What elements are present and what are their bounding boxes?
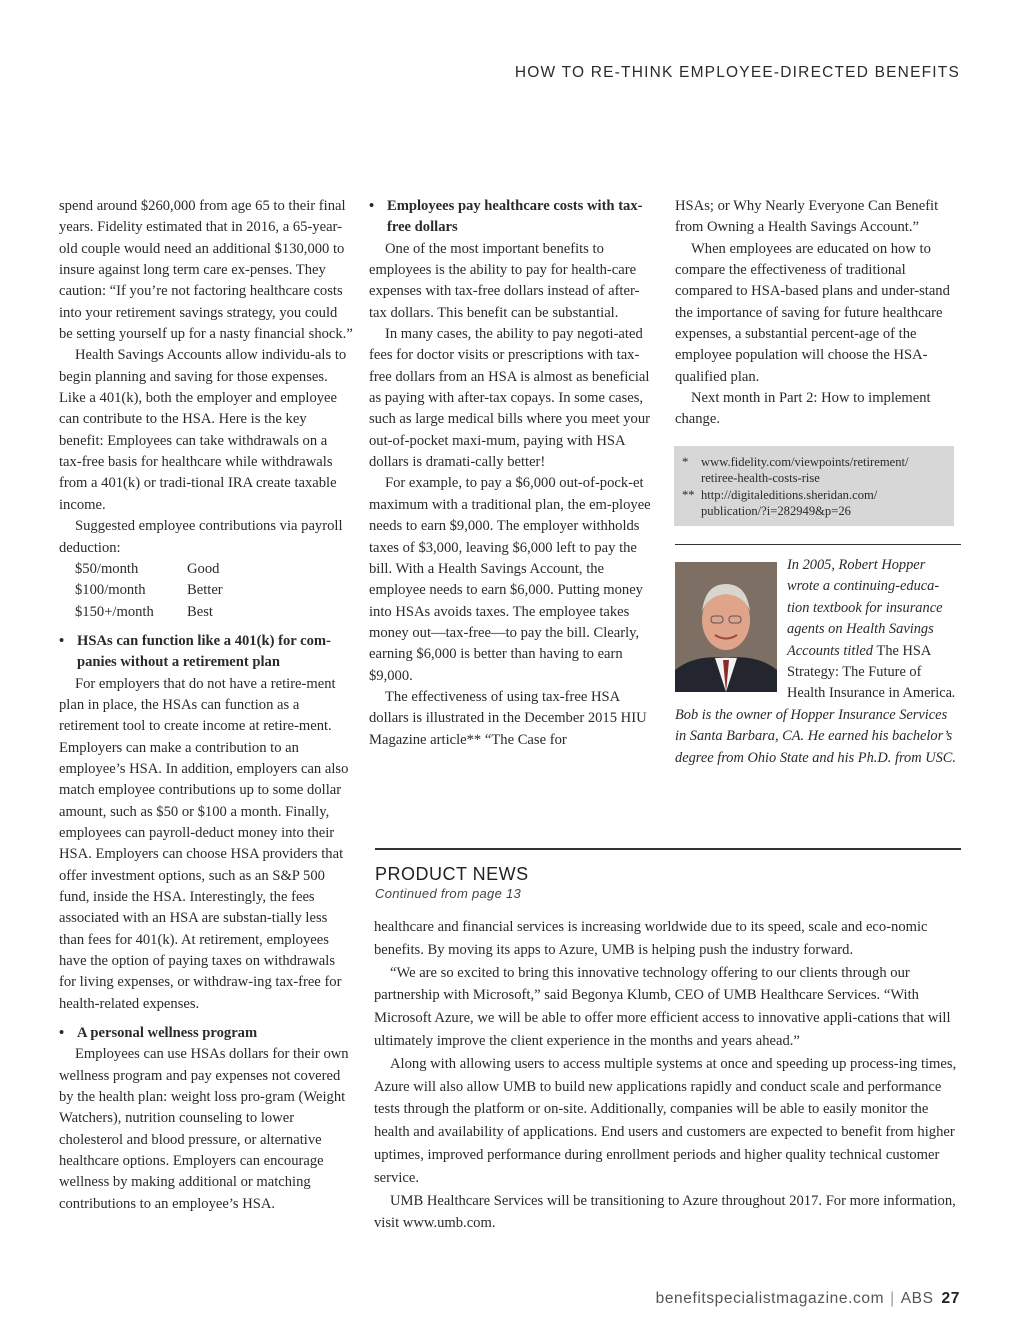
bullet-icon: • bbox=[59, 1025, 65, 1042]
paragraph: HSAs; or Why Nearly Everyone Can Benefit from Owning a Health Savings Account.” bbox=[675, 198, 939, 236]
footer-separator: | bbox=[890, 1290, 895, 1307]
contribution-row: $100/month Better bbox=[75, 582, 223, 599]
paragraph: In many cases, the ability to pay negoti-ated fees for doctor visits or prescriptions with tax-free dollars from an HSA is almost as beneficial as paying with after-tax copays. In some cases, such as large medical bills where you meet your out-of-pocket maxi-mum, paying with HSA dollars is dramati-cally better! bbox=[369, 326, 650, 471]
column-1 bbox=[59, 196, 353, 1215]
footer-publication: ABS bbox=[900, 1290, 934, 1307]
contribution-row: $150+/month Best bbox=[75, 603, 213, 620]
paragraph: healthcare and financial services is increasing worldwide due to its speed, scale and eco-nomic benefits. By moving its apps to Azure, UMB is helping push the industry forward. bbox=[374, 919, 928, 958]
bullet-heading: • A personal wellness program bbox=[59, 1023, 353, 1044]
paragraph: Suggested employee contributions via payroll deduction: bbox=[59, 518, 343, 556]
reference-item: * www.fidelity.com/viewpoints/retirement/ retiree-health-costs-rise bbox=[682, 455, 909, 486]
paragraph: The effectiveness of using tax-free HSA dollars is illustrated in the December 2015 HIU Magazine article** “The Case for bbox=[369, 688, 647, 748]
section-title: PRODUCT NEWS bbox=[375, 864, 529, 884]
paragraph: For employers that do not have a retire-ment plan in place, the HSAs can function as a retirement tool to create income at retire-ment. Employers can make a contribution to an employee’s HSA. In addition, employers can also match employee contributions up to some dollar amount, such as $50 or $100 a month. Finally, employees can payroll-deduct money into their HSA. Employers can choose HSA providers that offer investment options, such as an S&P 500 fund, inside the HSA. Interestingly, the fees associated with an HSA are substan-tially less than fees for 401(k). At retirement, employees have the option of paying taxes on withdrawals for living expenses, or withdraw-ing tax-free for health-related expenses. bbox=[59, 675, 349, 1012]
bio-divider bbox=[675, 544, 961, 545]
paragraph: Along with allowing users to access multiple systems at once and speeding up process-ing times, Azure will also allow UMB to build new applications rapidly and conduct scale and performance tests through the platform or on-site. Additionally, companies will be able to easily monitor the health and availability of applications. End users and customers are expected to benefit from higher uptimes, improved performance during enrollment periods and higher quality technical customer service. bbox=[374, 1055, 957, 1186]
bullet-heading: • Employees pay healthcare costs with tax-free dollars bbox=[369, 198, 643, 236]
contribution-row: $50/month Good bbox=[75, 560, 220, 577]
bullet-heading: • HSAs can function like a 401(k) for com-panies without a retirement plan bbox=[59, 632, 331, 671]
paragraph: Employees can use HSAs dollars for their own wellness program and pay expenses not covered by the health plan: weight loss pro-gram (Weight Watchers), nutrition counseling to lower cholesterol and blood pressure, or alternative healthcare options. Employers can encourage wellness by making additional or matching contributions to an employee’s HSA. bbox=[59, 1046, 349, 1212]
product-news-body bbox=[374, 916, 962, 1235]
paragraph: For example, to pay a $6,000 out-of-pock-et maximum with a traditional plan, the em-ployee needs to earn $9,000. The employer withholds taxes of $3,000, leaving $6,000 left to pay the bill. With a Health Savings Account, the employee needs to earn $6,000. Putting money into HSAs avoids taxes. The employee takes money out—tax-free—to pay the bill. Clearly, earning $6,000 is better than having to earn $9,000. bbox=[369, 475, 651, 684]
paragraph: One of the most important benefits to employees is the ability to pay for health-care expenses with tax-free dollars instead of after-tax dollars. This benefit can be substantial. bbox=[369, 240, 640, 321]
bullet-icon: • bbox=[369, 198, 375, 214]
column-2 bbox=[369, 196, 657, 751]
footer-site-link[interactable]: benefitspecialistmagazine.com bbox=[655, 1290, 885, 1307]
section-divider bbox=[375, 848, 961, 850]
column-3 bbox=[675, 196, 960, 431]
page-footer bbox=[520, 1290, 960, 1308]
contribution-table bbox=[59, 559, 353, 623]
paragraph: spend around $260,000 from age 65 to their final years. Fidelity estimated that in 2016, a 65-year-old couple would need an additional $130,000 to insure against long term care ex-penses. They caution: “If you’re not factoring healthcare costs into your retirement savings strategy, you could be setting yourself up for a nasty financial shock.” bbox=[59, 198, 353, 343]
book-title: The HSA Strategy: The Future of Health Insurance in America bbox=[787, 642, 953, 702]
paragraph: Health Savings Accounts allow individu-als to begin planning and saving for those expenses. Like a 401(k), both the employer and employee can contribute to the HSA. Here is the key benefit: Employees can take withdrawals on a tax-free basis for healthcare while withdrawals from a 401(k) or tradi-tional IRA create taxable income. bbox=[59, 347, 347, 513]
references-box bbox=[674, 446, 954, 526]
running-header: HOW TO RE-THINK EMPLOYEE-DIRECTED BENEFITS bbox=[514, 64, 960, 81]
paragraph: Next month in Part 2: How to implement change. bbox=[675, 390, 931, 428]
paragraph: “We are so excited to bring this innovative technology offering to our clients through our partnership with Microsoft,” said Begonya Klumb, CEO of UMB Healthcare Services. “With Microsoft Azure, we will be able to offer more efficient access to innovative appli-cations that will ultimately improve the client experience in the months and years ahead.” bbox=[374, 964, 951, 1049]
paragraph: UMB Healthcare Services will be transitioning to Azure throughout 2017. For more information, visit www.umb.com. bbox=[374, 1192, 956, 1232]
page-number: 27 bbox=[941, 1290, 960, 1307]
author-photo bbox=[675, 562, 777, 692]
reference-item: ** http://digitaleditions.sheridan.com/ publication/?i=282949&p=26 bbox=[682, 487, 878, 518]
bullet-icon: • bbox=[59, 632, 65, 649]
paragraph: When employees are educated on how to compare the effectiveness of traditional compared to HSA-based plans and under-stand the importance of saving for future healthcare expenses, a substantial percent-age of the employee population will choose the HSA-qualified plan. bbox=[675, 240, 950, 385]
section-subtitle: Continued from page 13 bbox=[375, 886, 522, 901]
author-bio: In 2005, Robert Hopper wrote a continuing-educa-tion textbook for insurance agents on Health Savings Accounts titled The HSA Strategy: The Future of Health Insurance in America. Bob is the owner of Hopper Insurance Services in Santa Barbara, CA. He earned his bachelor’s degree from Ohio State and his Ph.D. from USC. bbox=[675, 557, 956, 766]
